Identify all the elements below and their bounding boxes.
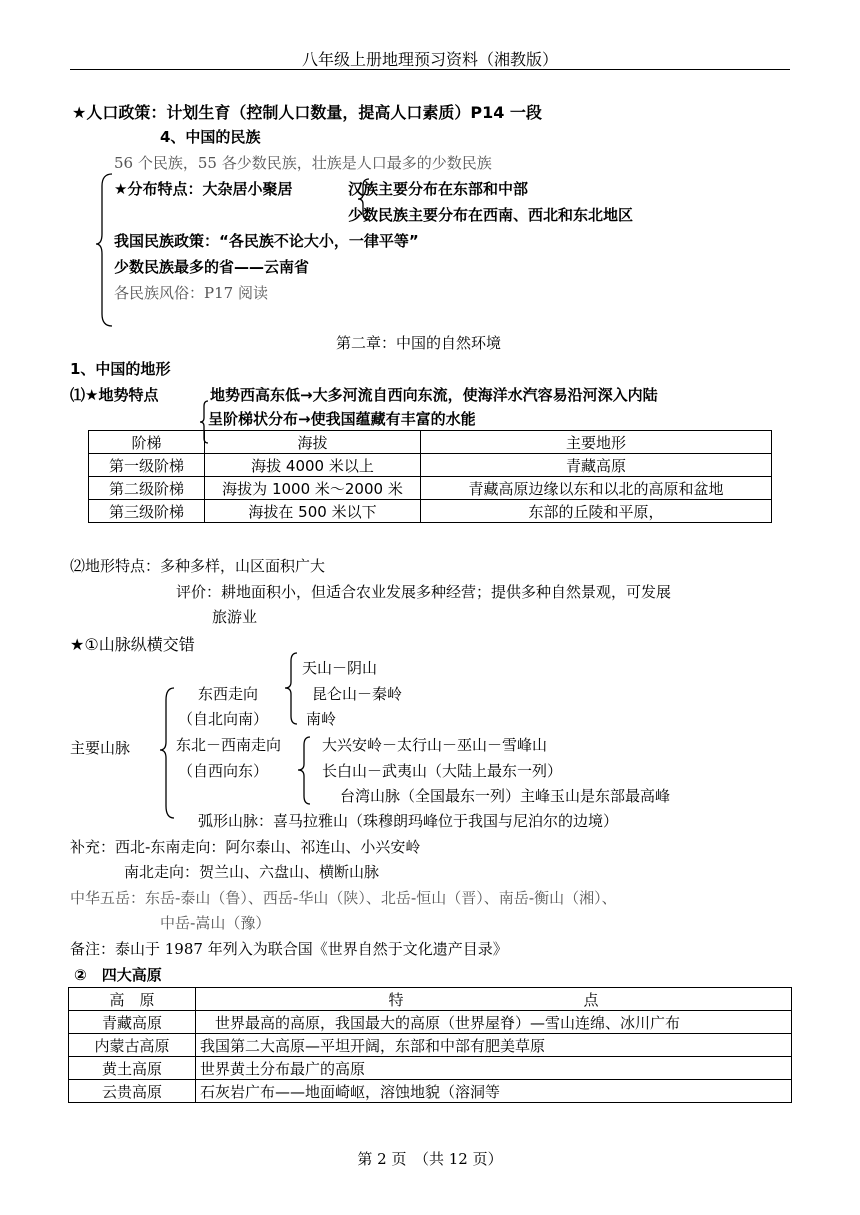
supplement-1: 补充：西北-东南走向：阿尔泰山、祁连山、小兴安岭 bbox=[70, 838, 421, 856]
arc-mountains: 弧形山脉：喜马拉雅山（珠穆朗玛峰位于我国与尼泊尔的边境） bbox=[198, 812, 619, 830]
page-header-title: 八年级上册地理预习资料（湘教版） bbox=[301, 50, 558, 69]
plateaus-table bbox=[68, 987, 792, 1103]
table-cell: 第三级阶梯 bbox=[89, 500, 205, 523]
plateaus-heading: ② 四大高原 bbox=[74, 966, 162, 984]
han-distribution: 汉族主要分布在东部和中部 bbox=[348, 180, 529, 198]
five-mountains-1: 中华五岳：东岳-泰山（鲁）、西岳-华山（陕）、北岳-恒山（晋）、南岳-衡山（湘）、 bbox=[70, 889, 617, 907]
main-mountains-brace bbox=[158, 686, 178, 820]
nation-policy: 我国民族政策：“各民族不论大小，一律平等” bbox=[114, 232, 419, 250]
table-cell: 世界黄土分布最广的高原 bbox=[196, 1057, 792, 1080]
mountains-heading: ★①山脉纵横交错 bbox=[70, 635, 195, 654]
chapter-title: 第二章：中国的自然环境 bbox=[336, 334, 502, 352]
steps-table bbox=[88, 430, 772, 523]
table-row bbox=[69, 1034, 792, 1057]
ethnic-intro: 56 个民族，55 各少数民族，壮族是人口最多的少数民族 bbox=[114, 154, 492, 172]
ne-item-2: 长白山－武夷山（大陆上最东一列） bbox=[322, 762, 563, 780]
table-cell: 世界最高的高原，我国最大的高原（世界屋脊）—雪山连绵、冰川广布 bbox=[196, 1011, 792, 1034]
table-cell: 我国第二大高原—平坦开阔，东部和中部有肥美草原 bbox=[196, 1034, 792, 1057]
ew-item-3: 南岭 bbox=[306, 710, 337, 728]
ne-label: 东北－西南走向 bbox=[176, 736, 282, 754]
ethnic-customs: 各民族风俗：P17 阅读 bbox=[114, 284, 268, 302]
terrain-feature-label: ⑴★地势特点 bbox=[70, 386, 159, 404]
distribution-label: ★分布特点：大杂居小聚居 bbox=[114, 180, 293, 198]
table-cell: 第一级阶梯 bbox=[89, 454, 205, 477]
table-cell: 海拔在 500 米以下 bbox=[205, 500, 421, 523]
table-cell: 云贵高原 bbox=[69, 1080, 196, 1103]
table-row bbox=[69, 1057, 792, 1080]
ne-item-1: 大兴安岭－太行山－巫山－雪峰山 bbox=[322, 736, 548, 754]
table-cell: 黄土高原 bbox=[69, 1057, 196, 1080]
table-cell: 第二级阶梯 bbox=[89, 477, 205, 500]
table-cell: 海拔为 1000 米～2000 米 bbox=[205, 477, 421, 500]
taishan-note: 备注：泰山于 1987 年列入为联合国《世界自然于文化遗产目录》 bbox=[70, 940, 508, 958]
table-header-cell: 海拔 bbox=[205, 431, 421, 454]
minority-distribution: 少数民族主要分布在西南、西北和东北地区 bbox=[348, 206, 634, 224]
terrain-heading: 1、中国的地形 bbox=[70, 360, 171, 378]
supplement-2: 南北走向：贺兰山、六盘山、横断山脉 bbox=[124, 863, 380, 881]
population-policy: ★人口政策：计划生育（控制人口数量，提高人口素质）P14 一段 bbox=[72, 103, 542, 122]
table-header-cell: 主要地形 bbox=[421, 431, 772, 454]
most-minority-province: 少数民族最多的省——云南省 bbox=[114, 258, 310, 276]
table-cell: 石灰岩广布——地面崎岖，溶蚀地貌（溶洞等 bbox=[196, 1080, 792, 1103]
table-cell: 青藏高原 bbox=[69, 1011, 196, 1034]
plateaus-table-header bbox=[69, 988, 792, 1011]
table-row bbox=[89, 477, 772, 500]
ne-item-3: 台湾山脉（全国最东一列）主峰玉山是东部最高峰 bbox=[340, 787, 671, 805]
table-row bbox=[89, 454, 772, 477]
ne-sub-label: （自西向东） bbox=[178, 762, 269, 780]
table-cell: 青藏高原边缘以东和以北的高原和盆地 bbox=[421, 477, 772, 500]
five-mountains-2: 中岳-嵩山（豫） bbox=[160, 914, 271, 932]
landform-label: ⑵地形特点：多种多样，山区面积广大 bbox=[70, 557, 326, 575]
steps-table-header bbox=[89, 431, 772, 454]
main-mountains-label: 主要山脉 bbox=[70, 739, 131, 757]
header-rule bbox=[70, 69, 790, 70]
terrain-feature-a: 地势西高东低→大多河流自西向东流，使海洋水汽容易沿河深入内陆 bbox=[210, 386, 658, 404]
table-header-cell: 阶梯 bbox=[89, 431, 205, 454]
ne-brace bbox=[296, 736, 314, 806]
terrain-feature-b: 呈阶梯状分布→使我国蕴藏有丰富的水能 bbox=[208, 410, 476, 428]
table-header-cell: 高 原 bbox=[69, 988, 196, 1011]
landform-eval-2: 旅游业 bbox=[212, 608, 258, 626]
landform-eval-1: 评价：耕地面积小，但适合农业发展多种经营；提供多种自然景观，可发展 bbox=[176, 583, 672, 601]
table-cell: 东部的丘陵和平原， bbox=[421, 500, 772, 523]
table-cell: 青藏高原 bbox=[421, 454, 772, 477]
ew-sub-label: （自北向南） bbox=[178, 710, 269, 728]
ethnic-brace bbox=[96, 172, 116, 328]
page-footer: 第 2 页 （共 12 页） bbox=[357, 1150, 503, 1168]
table-cell: 海拔 4000 米以上 bbox=[205, 454, 421, 477]
table-row bbox=[69, 1080, 792, 1103]
table-row bbox=[69, 1011, 792, 1034]
ew-label: 东西走向 bbox=[198, 685, 259, 703]
table-header-cell: 特 点 bbox=[196, 988, 792, 1011]
table-cell: 内蒙古高原 bbox=[69, 1034, 196, 1057]
ew-brace bbox=[283, 652, 301, 726]
table-row bbox=[89, 500, 772, 523]
ethnic-heading: 4、中国的民族 bbox=[160, 128, 261, 146]
ew-item-2: 昆仑山－秦岭 bbox=[312, 685, 403, 703]
ew-item-1: 天山－阴山 bbox=[302, 659, 378, 677]
